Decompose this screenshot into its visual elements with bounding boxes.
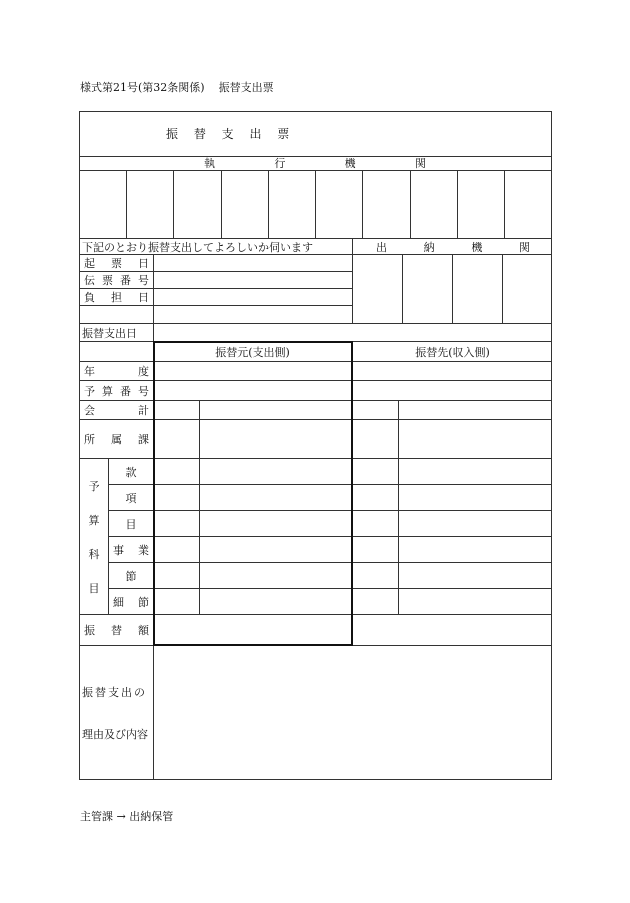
amount-source-field[interactable] xyxy=(155,616,351,644)
budget-subject-label: 予 算 科 目 xyxy=(88,479,100,595)
dest-header: 振替先(収入側) xyxy=(415,345,490,359)
slip-number-field[interactable] xyxy=(154,272,352,288)
executing-org-stamp-9[interactable] xyxy=(458,171,504,238)
approval-text: 下記のとおり振替支出してよろしいか伺います xyxy=(82,240,313,254)
executing-org-stamp-6[interactable] xyxy=(316,171,362,238)
moku-label: 目 xyxy=(125,517,137,531)
transfer-date-label: 振替支出日 xyxy=(82,326,137,340)
form-number: 様式第21号(第32条関係) 振替支出票 xyxy=(80,81,274,94)
reason-label: 振替支出の 理由及び内容 xyxy=(82,686,148,741)
issue-date-label: 起 票 日 xyxy=(84,257,149,270)
executing-org-stamp-7[interactable] xyxy=(363,171,409,238)
kou-label: 項 xyxy=(125,491,137,505)
amount-label: 振 替 額 xyxy=(84,624,149,637)
source-header: 振替元(支出側) xyxy=(215,345,290,359)
department-label: 所 属 課 xyxy=(84,433,149,446)
budget-number-label: 予 算 番 号 xyxy=(84,384,149,398)
executing-org-stamp-3[interactable] xyxy=(174,171,220,238)
amount-dest-field[interactable] xyxy=(354,616,551,644)
executing-org-stamp-4[interactable] xyxy=(222,171,268,238)
kan-label: 款 xyxy=(125,465,137,479)
executing-org-stamp-8[interactable] xyxy=(411,171,457,238)
executing-org-stamp-1[interactable] xyxy=(80,171,126,238)
fiscal-year-source-field[interactable] xyxy=(155,362,351,380)
executing-org-stamp-10[interactable] xyxy=(505,171,551,238)
budget-number-dest-field[interactable] xyxy=(354,381,551,400)
setsu-label: 節 xyxy=(125,569,137,583)
form-title: 振 替 支 出 票 xyxy=(166,126,296,141)
burden-date-label: 負 担 日 xyxy=(84,291,149,304)
fiscal-year-label: 年 度 xyxy=(84,365,149,378)
jigyo-label: 事 業 xyxy=(113,543,149,557)
account-label: 会 計 xyxy=(84,404,149,417)
cashier-org-label: 出 納 機 関 xyxy=(376,240,530,254)
executing-org-label: 執 行 機 関 xyxy=(204,157,426,170)
saisetsu-label: 細 節 xyxy=(113,595,149,609)
routing-note: 主管課 → 出納保管 xyxy=(80,810,174,823)
reason-field[interactable] xyxy=(154,646,551,779)
transfer-date-field[interactable] xyxy=(154,324,551,341)
form-name: 振替支出票 xyxy=(218,81,274,94)
burden-date-field[interactable] xyxy=(154,289,352,305)
budget-number-source-field[interactable] xyxy=(155,381,351,400)
issue-date-field[interactable] xyxy=(154,255,352,271)
slip-number-label: 伝 票 番 号 xyxy=(84,274,149,287)
executing-org-stamp-2[interactable] xyxy=(127,171,173,238)
executing-org-stamp-5[interactable] xyxy=(269,171,315,238)
fiscal-year-dest-field[interactable] xyxy=(354,362,551,380)
